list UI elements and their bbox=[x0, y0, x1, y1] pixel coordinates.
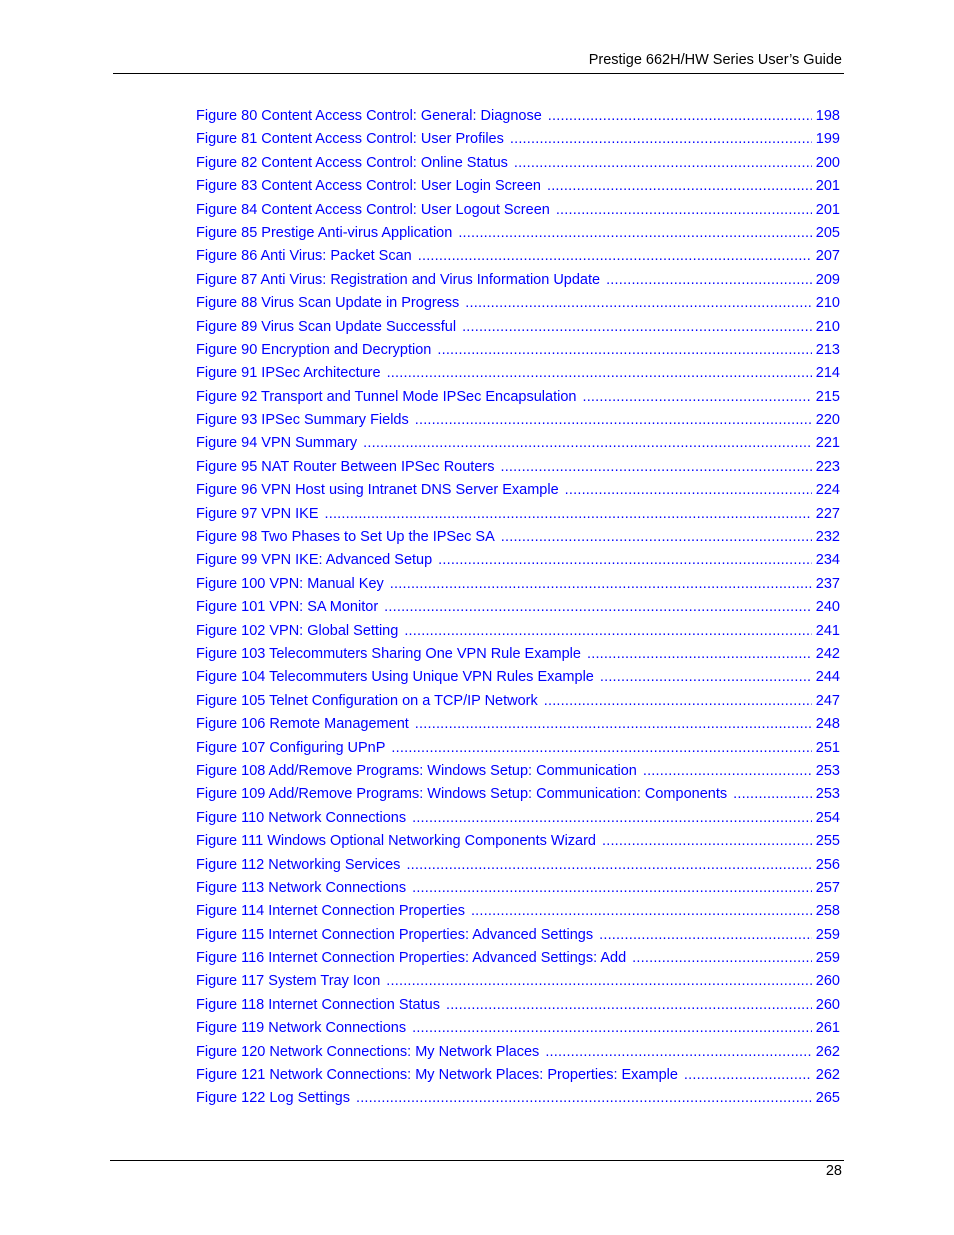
dot-leader bbox=[684, 1066, 812, 1084]
toc-entry-label: Figure 119 Network Connections bbox=[196, 1020, 407, 1037]
toc-entry-label: Figure 102 VPN: Global Setting bbox=[196, 622, 399, 639]
toc-entry-link[interactable] bbox=[196, 692, 840, 715]
toc-entry-label: Figure 112 Networking Services bbox=[196, 856, 401, 873]
toc-entry-page-number: 200 bbox=[815, 154, 840, 171]
toc-entry-label: Figure 100 VPN: Manual Key bbox=[196, 575, 384, 592]
dot-leader bbox=[643, 762, 812, 780]
toc-entry-label: Figure 104 Telecommuters Using Unique VPN Rules Example bbox=[196, 669, 594, 686]
toc-entry-page-number: 257 bbox=[815, 879, 840, 896]
toc-entry-page-number: 262 bbox=[815, 1067, 840, 1084]
dot-leader bbox=[733, 785, 812, 803]
dot-leader bbox=[356, 1089, 812, 1107]
dot-leader bbox=[406, 856, 811, 874]
toc-entry-page-number: 258 bbox=[815, 903, 840, 920]
toc-entry-label: Figure 115 Internet Connection Properties: Advanced Settings bbox=[196, 926, 594, 943]
dot-leader bbox=[547, 177, 812, 195]
toc-entry-link[interactable] bbox=[196, 856, 840, 879]
toc-entry-link[interactable] bbox=[196, 201, 840, 224]
toc-entry-page-number: 199 bbox=[815, 131, 840, 148]
toc-entry-page-number: 253 bbox=[815, 786, 840, 803]
toc-entry-link[interactable] bbox=[196, 318, 840, 341]
toc-entry-page-number: 261 bbox=[815, 1020, 840, 1037]
toc-entry-label: Figure 111 Windows Optional Networking Components Wizard bbox=[196, 833, 596, 850]
toc-entry-page-number: 259 bbox=[815, 926, 840, 943]
dot-leader bbox=[390, 575, 812, 593]
toc-entry-link[interactable] bbox=[196, 458, 840, 481]
toc-entry-link[interactable] bbox=[196, 972, 840, 995]
footer-divider bbox=[110, 1160, 844, 1161]
toc-entry-link[interactable] bbox=[196, 996, 840, 1019]
toc-entry-page-number: 241 bbox=[815, 622, 840, 639]
toc-entry-page-number: 210 bbox=[815, 318, 840, 335]
toc-entry-link[interactable] bbox=[196, 668, 840, 691]
dot-leader bbox=[599, 926, 812, 944]
toc-entry-page-number: 232 bbox=[815, 529, 840, 546]
dot-leader bbox=[600, 668, 812, 686]
dot-leader bbox=[545, 1043, 811, 1061]
toc-entry-label: Figure 88 Virus Scan Update in Progress bbox=[196, 295, 460, 312]
dot-leader bbox=[446, 996, 812, 1014]
toc-entry-link[interactable] bbox=[196, 551, 840, 574]
dot-leader bbox=[582, 388, 811, 406]
toc-entry-page-number: 221 bbox=[815, 435, 840, 452]
toc-entry-link[interactable] bbox=[196, 926, 840, 949]
toc-entry-link[interactable] bbox=[196, 902, 840, 925]
toc-entry-page-number: 259 bbox=[815, 950, 840, 967]
toc-entry-link[interactable] bbox=[196, 388, 840, 411]
dot-leader bbox=[556, 201, 812, 219]
dot-leader bbox=[465, 294, 812, 312]
dot-leader bbox=[387, 364, 812, 382]
toc-entry-page-number: 237 bbox=[815, 575, 840, 592]
toc-entry-label: Figure 118 Internet Connection Status bbox=[196, 996, 440, 1013]
toc-entry-label: Figure 116 Internet Connection Properties: Advanced Settings: Add bbox=[196, 950, 627, 967]
toc-entry-label: Figure 113 Network Connections bbox=[196, 879, 407, 896]
toc-entry-link[interactable] bbox=[196, 575, 840, 598]
toc-entry-link[interactable] bbox=[196, 1089, 840, 1112]
toc-entry-link[interactable] bbox=[196, 247, 840, 270]
toc-entry-page-number: 244 bbox=[815, 669, 840, 686]
toc-entry-label: Figure 97 VPN IKE bbox=[196, 505, 319, 522]
toc-entry-label: Figure 83 Content Access Control: User Login Screen bbox=[196, 178, 541, 195]
toc-entry-link[interactable] bbox=[196, 528, 840, 551]
toc-entry-link[interactable] bbox=[196, 411, 840, 434]
dot-leader bbox=[514, 154, 812, 172]
toc-entry-page-number: 255 bbox=[815, 833, 840, 850]
toc-entry-page-number: 198 bbox=[815, 108, 840, 124]
dot-leader bbox=[602, 832, 812, 850]
toc-entry-page-number: 247 bbox=[815, 692, 840, 709]
toc-entry-link[interactable] bbox=[196, 762, 840, 785]
toc-entry-link[interactable] bbox=[196, 364, 840, 387]
toc-entry-link[interactable] bbox=[196, 505, 840, 528]
toc-entry-page-number: 215 bbox=[815, 388, 840, 405]
toc-entry-page-number: 234 bbox=[815, 552, 840, 569]
toc-entry-link[interactable] bbox=[196, 622, 840, 645]
toc-entry-label: Figure 120 Network Connections: My Network Places bbox=[196, 1043, 540, 1060]
toc-entry-label: Figure 87 Anti Virus: Registration and Virus Information Update bbox=[196, 271, 601, 288]
toc-entry-page-number: 240 bbox=[815, 599, 840, 616]
toc-entry-label: Figure 95 NAT Router Between IPSec Routers bbox=[196, 458, 495, 475]
toc-entry-label: Figure 80 Content Access Control: General: Diagnose bbox=[196, 108, 542, 124]
toc-entry-link[interactable] bbox=[196, 715, 840, 738]
dot-leader bbox=[501, 528, 812, 546]
dot-leader bbox=[548, 107, 812, 125]
toc-entry-page-number: 213 bbox=[815, 341, 840, 358]
dot-leader bbox=[587, 645, 812, 663]
toc-entry-page-number: 223 bbox=[815, 458, 840, 475]
toc-entry-label: Figure 86 Anti Virus: Packet Scan bbox=[196, 248, 412, 265]
toc-entry-page-number: 201 bbox=[815, 201, 840, 218]
toc-entry-page-number: 248 bbox=[815, 716, 840, 733]
toc-entry-link[interactable] bbox=[196, 154, 840, 177]
toc-entry-label: Figure 82 Content Access Control: Online Status bbox=[196, 154, 508, 171]
toc-entry-link[interactable] bbox=[196, 1066, 840, 1089]
toc-entry-label: Figure 106 Remote Management bbox=[196, 716, 409, 733]
toc-entry-page-number: 224 bbox=[815, 482, 840, 499]
toc-entry-label: Figure 89 Virus Scan Update Successful bbox=[196, 318, 457, 335]
dot-leader bbox=[544, 692, 812, 710]
toc-entry-label: Figure 81 Content Access Control: User Profiles bbox=[196, 131, 504, 148]
toc-entry-label: Figure 93 IPSec Summary Fields bbox=[196, 412, 409, 429]
toc-entry-label: Figure 96 VPN Host using Intranet DNS Server Example bbox=[196, 482, 559, 499]
dot-leader bbox=[412, 809, 812, 827]
toc-entry-page-number: 265 bbox=[815, 1090, 840, 1107]
toc-entry-label: Figure 94 VPN Summary bbox=[196, 435, 358, 452]
toc-entry-label: Figure 114 Internet Connection Properties bbox=[196, 903, 465, 920]
toc-entry-link[interactable] bbox=[196, 271, 840, 294]
toc-entry-link[interactable] bbox=[196, 341, 840, 364]
toc-entry-link[interactable] bbox=[196, 832, 840, 855]
toc-entry-page-number: 242 bbox=[815, 645, 840, 662]
toc-entry-link[interactable] bbox=[196, 949, 840, 972]
toc-entry-link[interactable] bbox=[196, 224, 840, 247]
toc-entry-link[interactable] bbox=[196, 481, 840, 504]
dot-leader bbox=[437, 341, 811, 359]
toc-entry-page-number: 209 bbox=[815, 271, 840, 288]
toc-entry-label: Figure 117 System Tray Icon bbox=[196, 973, 381, 990]
toc-entry-link[interactable] bbox=[196, 598, 840, 621]
toc-entry-link[interactable] bbox=[196, 434, 840, 457]
toc-entry-page-number: 205 bbox=[815, 224, 840, 241]
toc-entry-label: Figure 110 Network Connections bbox=[196, 809, 407, 826]
dot-leader bbox=[632, 949, 812, 967]
dot-leader bbox=[418, 247, 812, 265]
toc-entry-label: Figure 85 Prestige Anti-virus Application bbox=[196, 224, 453, 241]
toc-entry-link[interactable] bbox=[196, 107, 840, 130]
toc-entry-label: Figure 105 Telnet Configuration on a TCP/IP Network bbox=[196, 692, 538, 709]
dot-leader bbox=[471, 902, 812, 920]
dot-leader bbox=[500, 458, 811, 476]
dot-leader bbox=[325, 505, 812, 523]
dot-leader bbox=[606, 271, 812, 289]
toc-entry-link[interactable] bbox=[196, 1043, 840, 1066]
dot-leader bbox=[363, 434, 812, 452]
toc-entry-page-number: 201 bbox=[815, 178, 840, 195]
toc-entry-page-number: 220 bbox=[815, 412, 840, 429]
toc-entry-page-number: 256 bbox=[815, 856, 840, 873]
dot-leader bbox=[458, 224, 811, 242]
dot-leader bbox=[510, 130, 812, 148]
page-number: 28 bbox=[825, 1163, 842, 1179]
dot-leader bbox=[386, 972, 812, 990]
toc-entry-link[interactable] bbox=[196, 130, 840, 153]
toc-entry-label: Figure 84 Content Access Control: User Logout Screen bbox=[196, 201, 550, 218]
toc-entry-link[interactable] bbox=[196, 785, 840, 808]
toc-entry-link[interactable] bbox=[196, 294, 840, 317]
toc-entry-label: Figure 91 IPSec Architecture bbox=[196, 365, 381, 382]
toc-entry-page-number: 214 bbox=[815, 365, 840, 382]
toc-entry-label: Figure 101 VPN: SA Monitor bbox=[196, 599, 379, 616]
dot-leader bbox=[412, 1019, 812, 1037]
dot-leader bbox=[404, 622, 811, 640]
dot-leader bbox=[415, 715, 812, 733]
dot-leader bbox=[415, 411, 812, 429]
header-divider bbox=[113, 73, 844, 74]
document-header-title: Prestige 662H/HW Series User’s Guide bbox=[588, 52, 842, 68]
dot-leader bbox=[412, 879, 812, 897]
toc-entry-page-number: 251 bbox=[815, 739, 840, 756]
toc-entry-link[interactable] bbox=[196, 177, 840, 200]
toc-entry-page-number: 210 bbox=[815, 295, 840, 312]
dot-leader bbox=[462, 318, 812, 336]
dot-leader bbox=[438, 551, 812, 569]
toc-entry-link[interactable] bbox=[196, 1019, 840, 1042]
toc-entry-label: Figure 122 Log Settings bbox=[196, 1090, 350, 1107]
toc-entry-link[interactable] bbox=[196, 645, 840, 668]
toc-entry-label: Figure 90 Encryption and Decryption bbox=[196, 341, 432, 358]
toc-entry-label: Figure 99 VPN IKE: Advanced Setup bbox=[196, 552, 433, 569]
toc-entry-label: Figure 121 Network Connections: My Network Places: Properties: Example bbox=[196, 1067, 678, 1084]
toc-entry-page-number: 254 bbox=[815, 809, 840, 826]
toc-entry-page-number: 253 bbox=[815, 762, 840, 779]
toc-entry-page-number: 260 bbox=[815, 973, 840, 990]
toc-entry-page-number: 262 bbox=[815, 1043, 840, 1060]
dot-leader bbox=[391, 739, 811, 757]
toc-entry-page-number: 260 bbox=[815, 996, 840, 1013]
toc-entry-link[interactable] bbox=[196, 809, 840, 832]
toc-entry-label: Figure 98 Two Phases to Set Up the IPSec SA bbox=[196, 529, 495, 546]
list-of-figures bbox=[196, 107, 840, 1113]
toc-entry-label: Figure 92 Transport and Tunnel Mode IPSec Encapsulation bbox=[196, 388, 577, 405]
dot-leader bbox=[565, 481, 812, 499]
toc-entry-label: Figure 108 Add/Remove Programs: Windows Setup: Communication bbox=[196, 762, 637, 779]
toc-entry-link[interactable] bbox=[196, 739, 840, 762]
toc-entry-label: Figure 107 Configuring UPnP bbox=[196, 739, 386, 756]
toc-entry-label: Figure 103 Telecommuters Sharing One VPN Rule Example bbox=[196, 645, 581, 662]
dot-leader bbox=[384, 598, 812, 616]
toc-entry-label: Figure 109 Add/Remove Programs: Windows Setup: Communication: Components bbox=[196, 786, 728, 803]
toc-entry-page-number: 227 bbox=[815, 505, 840, 522]
toc-entry-link[interactable] bbox=[196, 879, 840, 902]
toc-entry-page-number: 207 bbox=[815, 248, 840, 265]
